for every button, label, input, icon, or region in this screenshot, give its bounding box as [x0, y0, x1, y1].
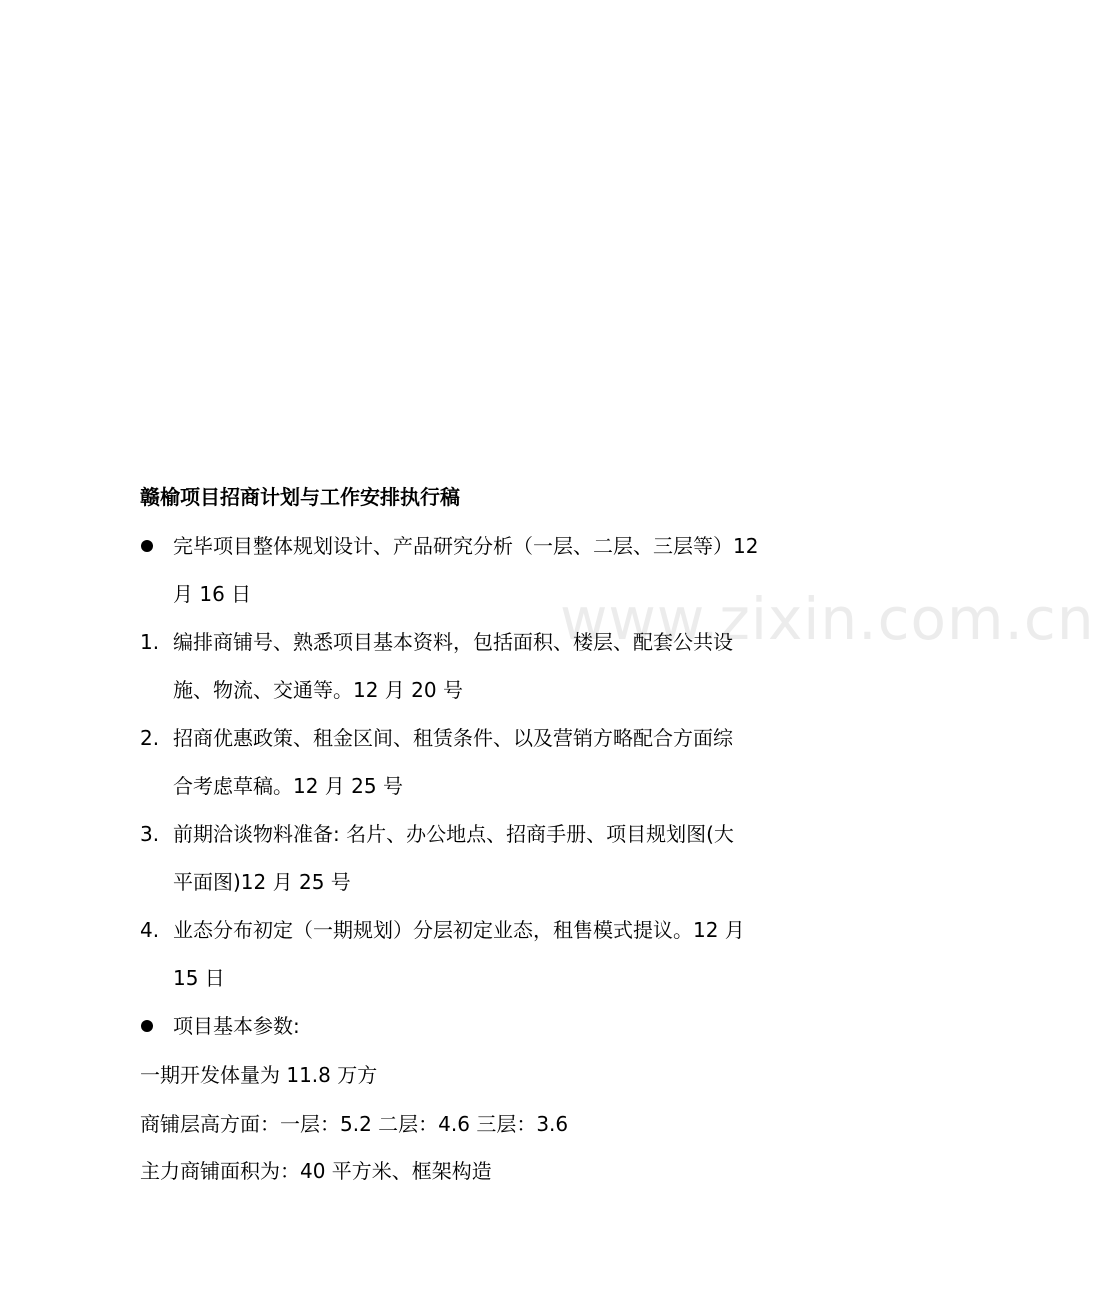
bullet-icon	[141, 540, 153, 552]
item-number: 4.	[140, 918, 160, 942]
param-line-floor-height: 商铺层高方面：一层：5.2 二层：4.6 三层：3.6	[140, 1112, 569, 1136]
item-text-line2: 合考虑草稿。12 月 25 号	[173, 774, 403, 798]
item-number: 2.	[140, 726, 160, 750]
bullet-icon	[141, 1020, 153, 1032]
document-title: 赣榆项目招商计划与工作安排执行稿	[140, 485, 460, 509]
item-text-line1: 编排商铺号、熟悉项目基本资料，包括面积、楼层、配套公共设	[173, 630, 733, 654]
item-text-line2: 施、物流、交通等。12 月 20 号	[173, 678, 463, 702]
item-text-line1: 前期洽谈物料准备: 名片、办公地点、招商手册、项目规划图(大	[173, 822, 734, 846]
item-number: 1.	[140, 630, 160, 654]
item-text-line2: 平面图)12 月 25 号	[173, 870, 351, 894]
watermark: www.zixin.com.cn	[560, 585, 1095, 653]
item-text-line1: 完毕项目整体规划设计、产品研究分析（一层、二层、三层等）12	[173, 534, 759, 558]
item-text-line1: 业态分布初定（一期规划）分层初定业态，租售模式提议。12 月	[173, 918, 745, 942]
item-text-line2: 15 日	[173, 966, 225, 990]
item-text-line1: 招商优惠政策、租金区间、租赁条件、以及营销方略配合方面综	[173, 726, 733, 750]
item-number: 3.	[140, 822, 160, 846]
param-line-volume: 一期开发体量为 11.8 万方	[140, 1063, 378, 1087]
item-text-line1: 项目基本参数:	[173, 1014, 300, 1038]
item-text-line2: 月 16 日	[173, 582, 252, 606]
param-line-shop-area: 主力商铺面积为：40 平方米、框架构造	[140, 1159, 492, 1183]
